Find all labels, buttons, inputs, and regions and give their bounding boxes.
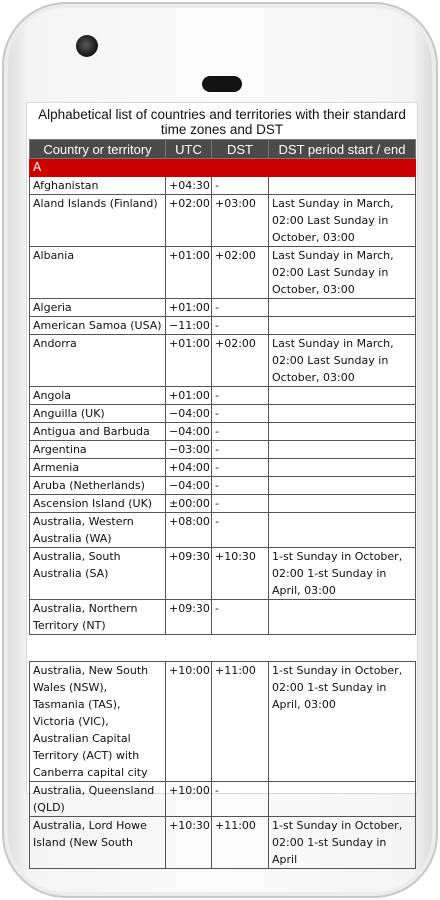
dst-cell: +03:00 <box>212 195 269 247</box>
table-row <box>30 335 416 387</box>
dst-period-cell <box>269 441 416 459</box>
utc-cell: +04:30 <box>166 177 212 195</box>
country-cell: Aruba (Netherlands) <box>30 477 166 495</box>
dst-cell: +02:00 <box>212 247 269 299</box>
country-cell: Argentina <box>30 441 166 459</box>
country-cell: Aland Islands (Finland) <box>30 195 166 247</box>
utc-cell: +01:00 <box>166 387 212 405</box>
dst-period-cell: 1-st Sunday in October, 02:00 1-st Sunday in April <box>269 817 416 869</box>
table-row <box>30 477 416 495</box>
table-row <box>30 495 416 513</box>
dst-period-cell <box>269 405 416 423</box>
table-row <box>30 247 416 299</box>
dst-cell: +02:00 <box>212 335 269 387</box>
earpiece-speaker <box>202 76 242 92</box>
dst-period-cell: 1-st Sunday in October, 02:00 1-st Sunday in April, 03:00 <box>269 548 416 600</box>
dst-period-cell <box>269 423 416 441</box>
country-cell: American Samoa (USA) <box>30 317 166 335</box>
country-cell: Australia, Northern Territory (NT) <box>30 600 166 635</box>
dst-period-cell: Last Sunday in March, 02:00 Last Sunday in October, 03:00 <box>269 195 416 247</box>
page-break-gap-cell <box>30 635 416 662</box>
section-letter: A <box>30 159 416 177</box>
dst-period-cell: 1-st Sunday in October, 02:00 1-st Sunday in April, 03:00 <box>269 662 416 782</box>
timezone-table <box>29 139 416 869</box>
dst-cell: - <box>212 441 269 459</box>
utc-cell: −04:00 <box>166 405 212 423</box>
dst-period-cell <box>269 299 416 317</box>
dst-cell: - <box>212 477 269 495</box>
dst-period-cell <box>269 495 416 513</box>
table-row <box>30 423 416 441</box>
utc-cell: +10:00 <box>166 782 212 817</box>
table-row <box>30 817 416 869</box>
column-header-dst: DST <box>212 140 269 159</box>
dst-period-cell <box>269 600 416 635</box>
utc-cell: −11:00 <box>166 317 212 335</box>
utc-cell: +04:00 <box>166 459 212 477</box>
table-row <box>30 195 416 247</box>
utc-cell: −04:00 <box>166 477 212 495</box>
dst-period-cell <box>269 387 416 405</box>
table-row <box>30 513 416 548</box>
dst-cell: - <box>212 495 269 513</box>
utc-cell: +10:00 <box>166 662 212 782</box>
column-header-dst-period: DST period start / end <box>269 140 416 159</box>
dst-cell: - <box>212 317 269 335</box>
dst-cell: - <box>212 423 269 441</box>
utc-cell: −04:00 <box>166 423 212 441</box>
country-cell: Australia, Queensland (QLD) <box>30 782 166 817</box>
country-cell: Antigua and Barbuda <box>30 423 166 441</box>
dst-cell: +11:00 <box>212 817 269 869</box>
country-cell: Ascension Island (UK) <box>30 495 166 513</box>
section-letter-row <box>30 159 416 177</box>
country-cell: Armenia <box>30 459 166 477</box>
table-row <box>30 548 416 600</box>
utc-cell: ±00:00 <box>166 495 212 513</box>
country-cell: Australia, New South Wales (NSW), Tasmania (TAS), Victoria (VIC), Australian Capital Territory (ACT) with Canberra capital city <box>30 662 166 782</box>
column-header-country: Country or territory <box>30 140 166 159</box>
dst-cell: +10:30 <box>212 548 269 600</box>
table-row <box>30 177 416 195</box>
dst-period-cell <box>269 177 416 195</box>
dst-cell: - <box>212 387 269 405</box>
dst-period-cell <box>269 317 416 335</box>
dst-period-cell <box>269 459 416 477</box>
table-row <box>30 317 416 335</box>
dst-cell: - <box>212 459 269 477</box>
table-row <box>30 299 416 317</box>
page-title: Alphabetical list of countries and territories with their standard time zones and DST <box>38 107 406 137</box>
page-break-gap <box>30 635 416 662</box>
utc-cell: +01:00 <box>166 299 212 317</box>
country-cell: Afghanistan <box>30 177 166 195</box>
country-cell: Albania <box>30 247 166 299</box>
country-cell: Angola <box>30 387 166 405</box>
column-header-utc: UTC <box>166 140 212 159</box>
dst-cell: - <box>212 177 269 195</box>
utc-cell: +01:00 <box>166 335 212 387</box>
table-row <box>30 600 416 635</box>
utc-cell: +10:30 <box>166 817 212 869</box>
utc-cell: +01:00 <box>166 247 212 299</box>
country-cell: Australia, South Australia (SA) <box>30 548 166 600</box>
table-row <box>30 387 416 405</box>
dst-period-cell <box>269 477 416 495</box>
dst-cell: - <box>212 600 269 635</box>
utc-cell: +09:30 <box>166 548 212 600</box>
dst-cell: - <box>212 513 269 548</box>
screen[interactable] <box>26 102 418 866</box>
utc-cell: −03:00 <box>166 441 212 459</box>
country-cell: Anguilla (UK) <box>30 405 166 423</box>
dst-cell: - <box>212 782 269 817</box>
country-cell: Australia, Lord Howe Island (New South <box>30 817 166 869</box>
dst-cell: - <box>212 299 269 317</box>
table-row <box>30 405 416 423</box>
table-row <box>30 662 416 782</box>
table-row <box>30 459 416 477</box>
table-header-row <box>30 140 416 159</box>
table-row <box>30 441 416 459</box>
dst-cell: - <box>212 405 269 423</box>
dst-period-cell: Last Sunday in March, 02:00 Last Sunday in October, 03:00 <box>269 335 416 387</box>
phone-frame <box>2 2 438 898</box>
dst-period-cell <box>269 782 416 817</box>
utc-cell: +08:00 <box>166 513 212 548</box>
country-cell: Andorra <box>30 335 166 387</box>
country-cell: Australia, Western Australia (WA) <box>30 513 166 548</box>
table-body <box>30 159 416 869</box>
country-cell: Algeria <box>30 299 166 317</box>
table-row <box>30 782 416 817</box>
utc-cell: +02:00 <box>166 195 212 247</box>
utc-cell: +09:30 <box>166 600 212 635</box>
dst-cell: +11:00 <box>212 662 269 782</box>
dst-period-cell <box>269 513 416 548</box>
front-camera-icon <box>76 35 98 57</box>
dst-period-cell: Last Sunday in March, 02:00 Last Sunday in October, 03:00 <box>269 247 416 299</box>
